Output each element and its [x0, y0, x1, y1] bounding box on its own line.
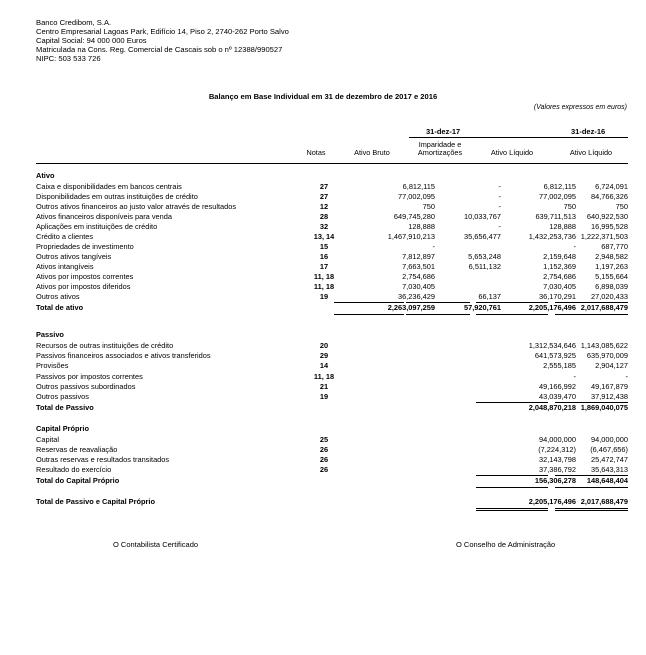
row-nota: 26 — [319, 445, 329, 454]
ativo-liquido-2016-value: 1,222,371,503 — [580, 232, 628, 241]
total-ativo-underline-4 — [555, 314, 628, 315]
row-nota: 15 — [319, 242, 329, 251]
row-nota: 26 — [319, 465, 329, 474]
ativo-bruto-value: 750 — [422, 202, 435, 211]
row-nota: 12 — [319, 202, 329, 211]
ativo-liquido-2016-value: 16,995,528 — [591, 222, 628, 231]
period-2017-rule-left — [409, 137, 474, 138]
total-ativo-underline-3 — [476, 314, 548, 315]
ativo-liquido-2016-value: 2,904,127 — [595, 361, 628, 370]
grand-total-row — [36, 498, 628, 508]
imparidade-value: 35,656,477 — [464, 232, 501, 241]
row-label: Recursos de outras instituições de crédito — [36, 341, 174, 350]
row-label: Caixa e disponibilidades em bancos centrais — [36, 182, 182, 191]
row-label: Ativos financeiros disponíveis para venda — [36, 212, 172, 221]
row-nota: 16 — [319, 252, 329, 261]
document-title: Balanço em Base Individual em 31 de dezembro de 2017 e 2016 — [208, 92, 438, 101]
row-nota: 19 — [319, 292, 329, 301]
imparidade-value: 5,653,248 — [468, 252, 501, 261]
ativo-liquido-2016-value: 6,724,091 — [595, 182, 628, 191]
imparidade-value: 66,137 — [478, 292, 501, 301]
ativo-liquido-2017-value: 2,555,185 — [543, 361, 576, 370]
row-label: Ativos por impostos diferidos — [36, 282, 131, 291]
row-label: Total de ativo — [36, 303, 84, 312]
ativo-liquido-2016-value: 84,766,326 — [591, 192, 628, 201]
col-imparidade-line2: Amortizações — [417, 148, 463, 157]
ativo-liquido-2017-value: 2,754,686 — [543, 272, 576, 281]
ativo-liquido-2017-value: (7,224,312) — [538, 445, 576, 454]
ativo-liquido-2017-value: 77,002,095 — [539, 192, 576, 201]
row-label: Outros ativos tangíveis — [36, 252, 112, 261]
col-ativo-liquido-2016: Ativo Líquido — [569, 148, 613, 157]
imparidade-value: - — [498, 182, 501, 191]
imparidade-value: - — [498, 222, 501, 231]
ativo-bruto-value: 7,812,897 — [402, 252, 435, 261]
col-imparidade-line1: Imparidade e — [418, 140, 462, 149]
col-notas: Notas — [306, 148, 326, 157]
company-name: Banco Credibom, S.A. — [36, 18, 112, 27]
ativo-liquido-2016-value: 750 — [615, 202, 628, 211]
col-ativo-bruto: Ativo Bruto — [354, 148, 390, 157]
total-capital-row — [36, 477, 628, 487]
ativo-liquido-2016-value: 2,948,582 — [595, 252, 628, 261]
ativo-bruto-value: 7,030,405 — [402, 282, 435, 291]
ativo-liquido-2016-value: 49,167,879 — [591, 382, 628, 391]
ativo-liquido-2017-value: 37,386,792 — [539, 465, 576, 474]
grand-total-underline-2b — [555, 510, 628, 511]
ativo-liquido-2017-value: 36,170,291 — [539, 292, 576, 301]
grand-total-underline-2 — [555, 508, 628, 509]
row-label: Outros passivos subordinados — [36, 382, 136, 391]
row-label: Total de Passivo — [36, 403, 94, 412]
ativo-liquido-2017-value: 2,159,648 — [543, 252, 576, 261]
ativo-liquido-2017-value: 43,039,470 — [539, 392, 576, 401]
row-nota: 13, 14 — [313, 232, 335, 241]
grand-total-underline-1b — [476, 510, 548, 511]
row-label: Ativo — [36, 171, 55, 180]
section-heading-passivo — [36, 331, 628, 341]
ativo-liquido-2017-value: 94,000,000 — [539, 435, 576, 444]
ativo-liquido-2017-value: 2,205,176,496 — [528, 497, 576, 506]
ativo-liquido-2016-value: 1,197,263 — [595, 262, 628, 271]
ativo-liquido-2016-value: 5,155,664 — [595, 272, 628, 281]
ativo-liquido-2017-value: 1,152,369 — [543, 262, 576, 271]
row-label: Capital — [36, 435, 60, 444]
ativo-bruto-value: 2,754,686 — [402, 272, 435, 281]
row-label: Aplicações em instituições de crédito — [36, 222, 158, 231]
row-nota: 20 — [319, 341, 329, 350]
period-2017: 31-dez-17 — [426, 127, 461, 136]
ativo-bruto-value: 6,812,115 — [402, 182, 435, 191]
company-capital: Capital Social: 94 000 000 Euros — [36, 36, 147, 46]
ativo-bruto-value: 36,236,429 — [398, 292, 435, 301]
row-label: Provisões — [36, 361, 69, 370]
company-header — [36, 18, 289, 63]
row-label: Passivos financeiros associados e ativos transferidos — [36, 351, 211, 360]
ativo-bruto-value: 2,263,097,259 — [387, 303, 435, 312]
ativo-liquido-2017-value: 32,143,798 — [539, 455, 576, 464]
row-label: Passivos por impostos correntes — [36, 372, 143, 381]
row-label: Total de Passivo e Capital Próprio — [36, 497, 155, 506]
total-ativo-underline-1 — [334, 314, 404, 315]
ativo-liquido-2016-value: (6,467,656) — [590, 445, 628, 454]
table-row — [36, 352, 628, 362]
ativo-liquido-2016-value: 687,770 — [601, 242, 628, 251]
row-nota: 25 — [319, 435, 329, 444]
total-passivo-row — [36, 404, 628, 414]
row-nota: 19 — [319, 392, 329, 401]
row-label: Reservas de reavaliação — [36, 445, 118, 454]
row-nota: 27 — [319, 192, 329, 201]
signature-board: O Conselho de Administração — [456, 540, 556, 549]
row-nota: 17 — [319, 262, 329, 271]
ativo-liquido-2017-value: 1,312,534,646 — [528, 341, 576, 350]
ativo-liquido-2017-value: 2,205,176,496 — [528, 303, 576, 312]
row-label: Outros passivos — [36, 392, 89, 401]
ativo-liquido-2017-value: 1,432,253,736 — [528, 232, 576, 241]
ativo-bruto-value: 77,002,095 — [398, 192, 435, 201]
row-nota: 28 — [319, 212, 329, 221]
imparidade-value: 10,033,767 — [464, 212, 501, 221]
section-heading-capital — [36, 425, 628, 435]
row-label: Outros ativos — [36, 292, 80, 301]
row-label: Outras reservas e resultados transitados — [36, 455, 170, 464]
row-label: Ativos por impostos correntes — [36, 272, 134, 281]
ativo-bruto-value: 1,467,910,213 — [387, 232, 435, 241]
period-2017-rule-right — [474, 137, 540, 138]
table-row — [36, 362, 628, 372]
ativo-liquido-2016-value: 6,898,039 — [595, 282, 628, 291]
row-nota: 21 — [319, 382, 329, 391]
row-label: Propriedades de investimento — [36, 242, 134, 251]
table-row — [36, 253, 628, 263]
row-label: Ativos intangíveis — [36, 262, 94, 271]
row-nota: 32 — [319, 222, 329, 231]
ativo-liquido-2016-value: 35,643,313 — [591, 465, 628, 474]
ativo-liquido-2016-value: 148,648,404 — [586, 476, 628, 485]
row-label: Outros ativos financeiros ao justo valor através de resultados — [36, 202, 237, 211]
ativo-liquido-2016-value: 1,869,040,075 — [580, 403, 628, 412]
ativo-liquido-2017-value: 639,711,513 — [535, 212, 576, 221]
ativo-liquido-2016-value: 1,143,085,622 — [580, 341, 628, 350]
period-2016-rule — [540, 137, 628, 138]
company-address: Centro Empresarial Lagoas Park, Edifício 14, Piso 2, 2740-262 Porto Salvo — [36, 27, 289, 37]
ativo-liquido-2017-value: 641,573,925 — [534, 351, 576, 360]
ativo-liquido-2016-value: 640,922,530 — [586, 212, 628, 221]
row-nota: 29 — [319, 351, 329, 360]
ativo-liquido-2016-value: 25,472,747 — [591, 455, 628, 464]
row-nota: 27 — [319, 182, 329, 191]
ativo-liquido-2017-value: 750 — [563, 202, 576, 211]
signature-accountant: O Contabilista Certificado — [113, 540, 199, 549]
row-label: Disponibilidades em outras instituições de crédito — [36, 192, 198, 201]
col-ativo-liquido-2017: Ativo Líquido — [490, 148, 534, 157]
ativo-liquido-2016-value: 37,912,438 — [591, 392, 628, 401]
ativo-liquido-2017-value: - — [573, 372, 576, 381]
header-divider — [36, 163, 628, 164]
total-capital-underline-2 — [555, 487, 628, 488]
table-row — [36, 243, 628, 253]
ativo-bruto-value: 649,745,280 — [393, 212, 435, 221]
row-nota: 11, 18 — [313, 272, 335, 281]
ativo-bruto-value: 128,888 — [408, 222, 435, 231]
row-label: Capital Próprio — [36, 424, 89, 433]
company-nipc: NIPC: 503 533 726 — [36, 54, 101, 64]
imparidade-value: - — [498, 202, 501, 211]
total-capital-underline-1 — [476, 487, 548, 488]
ativo-liquido-2017-value: 128,888 — [549, 222, 576, 231]
period-2016: 31-dez-16 — [571, 127, 606, 136]
row-nota: 11, 18 — [313, 282, 335, 291]
row-label: Passivo — [36, 330, 64, 339]
imparidade-value: 6,511,132 — [468, 262, 501, 271]
ativo-liquido-2017-value: 2,048,870,218 — [528, 403, 576, 412]
total-ativo-row — [36, 304, 628, 314]
grand-total-underline-1 — [476, 508, 548, 509]
ativo-liquido-2017-value: 7,030,405 — [543, 282, 576, 291]
total-ativo-underline-2 — [406, 314, 470, 315]
row-label: Resultado do exercício — [36, 465, 112, 474]
company-registry: Matriculada na Cons. Reg. Comercial de Cascais sob o nº 12388/990527 — [36, 45, 283, 55]
currency-note: (Valores expressos em euros) — [533, 104, 627, 111]
imparidade-value: - — [498, 192, 501, 201]
ativo-bruto-value: - — [432, 242, 435, 251]
ativo-liquido-2016-value: 27,020,433 — [591, 292, 628, 301]
imparidade-value: 57,920,761 — [464, 303, 501, 312]
ativo-liquido-2017-value: 6,812,115 — [543, 182, 576, 191]
ativo-liquido-2016-value: 94,000,000 — [591, 435, 628, 444]
ativo-liquido-2016-value: - — [625, 372, 628, 381]
ativo-bruto-value: 7,663,501 — [402, 262, 435, 271]
row-nota: 26 — [319, 455, 329, 464]
ativo-liquido-2016-value: 635,970,009 — [586, 351, 628, 360]
row-label: Crédito a clientes — [36, 232, 94, 241]
row-nota: 14 — [319, 361, 329, 370]
ativo-liquido-2017-value: - — [573, 242, 576, 251]
row-nota: 11, 18 — [313, 372, 335, 381]
row-label: Total do Capital Próprio — [36, 476, 120, 485]
ativo-liquido-2017-value: 49,166,992 — [539, 382, 576, 391]
ativo-liquido-2016-value: 2,017,688,479 — [580, 303, 628, 312]
ativo-liquido-2017-value: 156,306,278 — [534, 476, 576, 485]
ativo-liquido-2016-value: 2,017,688,479 — [580, 497, 628, 506]
section-heading-ativo — [36, 172, 628, 182]
